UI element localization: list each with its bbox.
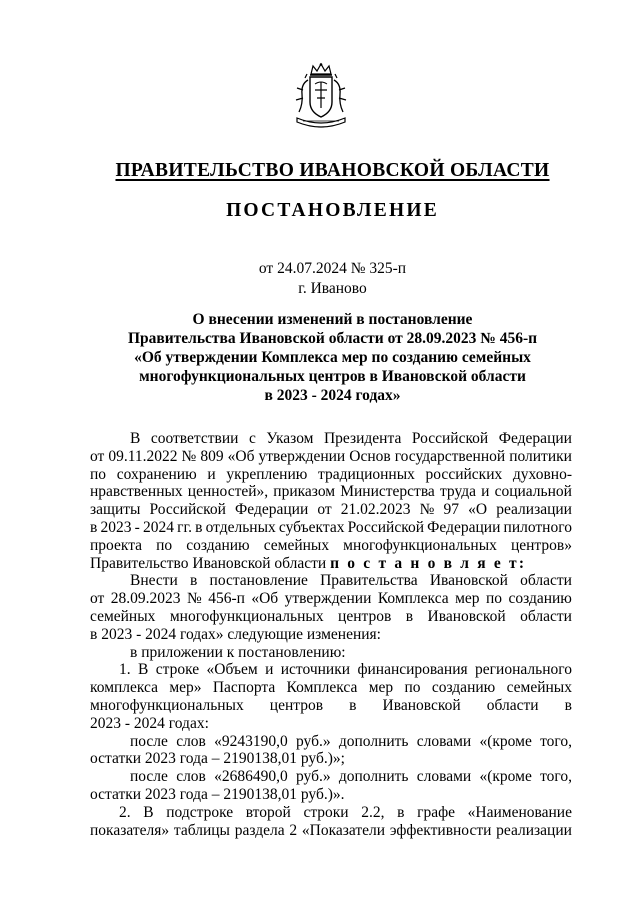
body-word: Паспорта <box>212 679 276 697</box>
subject-line: «Об утверждении Комплекса мер по созданию семейных <box>134 349 531 366</box>
body-line <box>90 430 572 448</box>
body-word: в <box>190 572 198 590</box>
subject-line: многофункциональных центров в Ивановской области <box>139 368 526 385</box>
body-word: Российской <box>149 501 226 519</box>
body-line <box>90 697 572 715</box>
body-word: Комплекса <box>286 679 358 697</box>
body-word: строки <box>303 803 349 821</box>
body-word: № <box>181 447 197 465</box>
body-word: области <box>486 696 539 714</box>
body-word: Федерации <box>498 430 572 447</box>
body-word: «Показатели <box>301 821 386 839</box>
body-word: созданию <box>508 590 572 608</box>
body-word: по <box>90 465 107 483</box>
body-word: мер <box>455 590 480 608</box>
body-word: «Объем <box>206 661 258 679</box>
body-word: от <box>90 447 105 465</box>
body-word: «(кроме <box>479 768 532 786</box>
body-word: политики <box>509 447 572 465</box>
body-word: российских <box>425 465 503 483</box>
document-type: ПОСТАНОВЛЕНИЕ <box>226 200 439 221</box>
body-word: приказом <box>273 483 336 501</box>
document-subject <box>0 310 640 405</box>
body-line <box>90 768 572 786</box>
body-line <box>90 572 572 590</box>
body-word: 21.02.2023 <box>340 501 411 519</box>
body-word: Внести <box>130 572 178 590</box>
body-line <box>90 501 572 519</box>
subject-line: Правительства Ивановской области от 28.09.2023 № 456-п <box>127 330 538 347</box>
body-word: Президента <box>323 430 402 447</box>
body-word: 09.11.2022 <box>108 447 178 465</box>
body-word: гг. <box>177 518 192 536</box>
body-word: утверждении <box>258 447 346 465</box>
body-line <box>90 679 572 697</box>
body-word: в <box>90 518 98 536</box>
body-word: словами <box>416 768 472 786</box>
body-word: в <box>349 696 357 714</box>
body-word: пилотного <box>503 518 572 536</box>
body-line <box>90 448 572 466</box>
body-word: финансирования <box>357 661 468 679</box>
body-word: в <box>397 803 405 821</box>
body-word: «О <box>468 501 488 519</box>
body-word: «(кроме <box>479 732 532 750</box>
body-line <box>90 733 572 751</box>
body-word: труда <box>439 483 477 501</box>
body-word: проекта <box>90 536 143 554</box>
body-word: 1. <box>119 661 131 679</box>
body-word: ценностей», <box>187 483 269 501</box>
subject-line: в 2023 - 2024 годах» <box>264 387 401 404</box>
body-word: словами <box>416 732 472 750</box>
body-line <box>90 519 572 537</box>
body-word: В <box>130 430 141 447</box>
body-word: «9243190,0 <box>214 732 288 750</box>
body-word: мер <box>368 679 394 697</box>
body-word: защиты <box>90 501 141 519</box>
body-word: «Наименование <box>467 803 572 821</box>
city: г. Иваново <box>298 280 367 297</box>
body-word: центров <box>338 607 392 625</box>
body-word: по <box>404 679 421 697</box>
body-word: сохранению <box>116 465 197 483</box>
body-word: и <box>207 465 216 483</box>
body-word: Российской <box>411 430 489 447</box>
body-word: 2. <box>119 803 131 821</box>
body-word: № <box>186 590 202 608</box>
body-word: традиционных <box>318 465 415 483</box>
body-word: источники <box>280 661 351 679</box>
body-word: таблицы <box>173 821 230 839</box>
document-body <box>90 430 572 839</box>
body-word: после <box>130 768 168 786</box>
body-word: В <box>138 661 149 679</box>
body-line: Правительство Ивановской области <box>90 554 327 572</box>
resolve-word: п о с т а н о в л я е т <box>330 554 519 572</box>
body-word: и <box>481 483 490 501</box>
body-word: Министерства <box>340 483 435 501</box>
body-word: семейных <box>90 607 156 625</box>
body-word: второй <box>245 803 291 821</box>
body-word: утверждении <box>284 590 372 608</box>
body-word: Российской <box>347 518 425 536</box>
body-word: Ивановской <box>382 696 461 714</box>
body-word: 456-п <box>208 590 245 608</box>
body-word: показателя» <box>90 821 170 839</box>
body-word: после <box>130 732 168 750</box>
body-word: строке <box>155 661 200 679</box>
body-word: «2686490,0 <box>214 768 288 786</box>
body-word: постановление <box>209 572 308 590</box>
body-word: В <box>143 803 154 821</box>
body-word: 2.2, <box>361 803 385 821</box>
body-line: остатки 2023 года – 2190138,01 руб.)»; <box>90 750 345 768</box>
date-number: от 24.07.2024 № 325-п <box>258 260 407 277</box>
body-word: реализации <box>496 821 572 839</box>
body-word: центров <box>269 696 324 714</box>
government-title: ПРАВИТЕЛЬСТВО ИВАНОВСКОЙ ОБЛАСТИ <box>115 160 550 181</box>
body-word: отдельных <box>205 518 276 536</box>
body-word: духовно- <box>512 465 572 483</box>
subject-line: О внесении изменений в постановление <box>192 311 473 328</box>
body-word: слов <box>176 768 206 786</box>
body-word: семейных <box>506 679 572 697</box>
body-word: созданию <box>186 536 250 554</box>
body-word: области <box>520 572 572 590</box>
body-word: 2024 <box>142 518 174 536</box>
body-word: многофункциональных <box>343 536 497 554</box>
coat-of-arms-icon <box>293 62 349 132</box>
body-line: в 2023 - 2024 годах» следующие изменения: <box>90 625 381 643</box>
body-line: в приложении к постановлению: <box>130 643 346 661</box>
body-word: комплекса <box>90 679 159 697</box>
body-line-resolve <box>90 555 572 573</box>
body-word: многофункциональных <box>169 607 324 625</box>
body-word: Основ <box>349 447 391 465</box>
body-word: и <box>265 661 274 679</box>
body-word: «Об <box>251 590 279 608</box>
body-line <box>90 537 572 555</box>
body-word: многофункциональных <box>90 696 244 714</box>
body-word: эффективности <box>389 821 492 839</box>
body-line <box>90 804 572 822</box>
body-word: реализации <box>496 501 572 519</box>
body-word: Правительства <box>320 572 418 590</box>
body-line <box>90 822 572 840</box>
body-line <box>90 661 572 679</box>
resolve-colon: : <box>518 554 525 572</box>
body-word: «Об <box>227 447 255 465</box>
body-word: подстроке <box>166 803 234 821</box>
body-word: Ивановской <box>429 572 508 590</box>
body-word: дополнить <box>338 732 409 750</box>
body-word: в <box>405 607 414 625</box>
body-line <box>90 590 572 608</box>
body-word: от <box>90 590 105 608</box>
body-word: Ивановской <box>427 607 506 625</box>
body-line <box>90 466 572 484</box>
body-word: раздела <box>234 821 285 839</box>
body-word: Федерации <box>235 501 309 519</box>
body-word: регионального <box>475 661 572 679</box>
body-word: руб.» <box>296 768 331 786</box>
body-word: 28.09.2023 <box>110 590 181 608</box>
body-word: государственной <box>394 447 506 465</box>
body-line <box>90 483 572 501</box>
body-word: руб.» <box>296 732 331 750</box>
body-word: 809 <box>200 447 224 465</box>
body-line <box>90 608 572 626</box>
body-word: по <box>156 536 173 554</box>
body-word: того, <box>540 768 572 786</box>
body-line: 2023 - 2024 годах: <box>90 714 209 732</box>
body-word: графе <box>417 803 456 821</box>
body-word: субъектах <box>278 518 345 536</box>
body-word: центров» <box>510 536 572 554</box>
body-word: 97 <box>443 501 460 519</box>
body-word: в <box>195 518 203 536</box>
body-word: - <box>134 518 140 536</box>
body-word: от <box>317 501 332 519</box>
body-word: 2023 <box>100 518 132 536</box>
body-word: области <box>520 607 572 625</box>
body-word: укреплению <box>226 465 308 483</box>
body-word: созданию <box>431 679 496 697</box>
body-word: слов <box>176 732 206 750</box>
body-word: 2 <box>289 821 298 839</box>
body-word: № <box>419 501 435 519</box>
body-word: Федерации <box>427 518 501 536</box>
body-word: нравственных <box>90 483 183 501</box>
body-word: Комплекса <box>377 590 449 608</box>
body-word: соответствии <box>150 430 239 447</box>
body-word: по <box>485 590 503 608</box>
body-word: того, <box>540 732 572 750</box>
body-line: остатки 2023 года – 2190138,01 руб.)». <box>90 785 345 803</box>
body-word: мер» <box>169 679 202 697</box>
body-word: в <box>564 696 572 714</box>
body-word: с <box>248 430 256 447</box>
body-word: социальной <box>494 483 572 501</box>
body-word: семейных <box>263 536 330 554</box>
body-word: Указом <box>266 430 314 447</box>
body-word: дополнить <box>338 768 409 786</box>
